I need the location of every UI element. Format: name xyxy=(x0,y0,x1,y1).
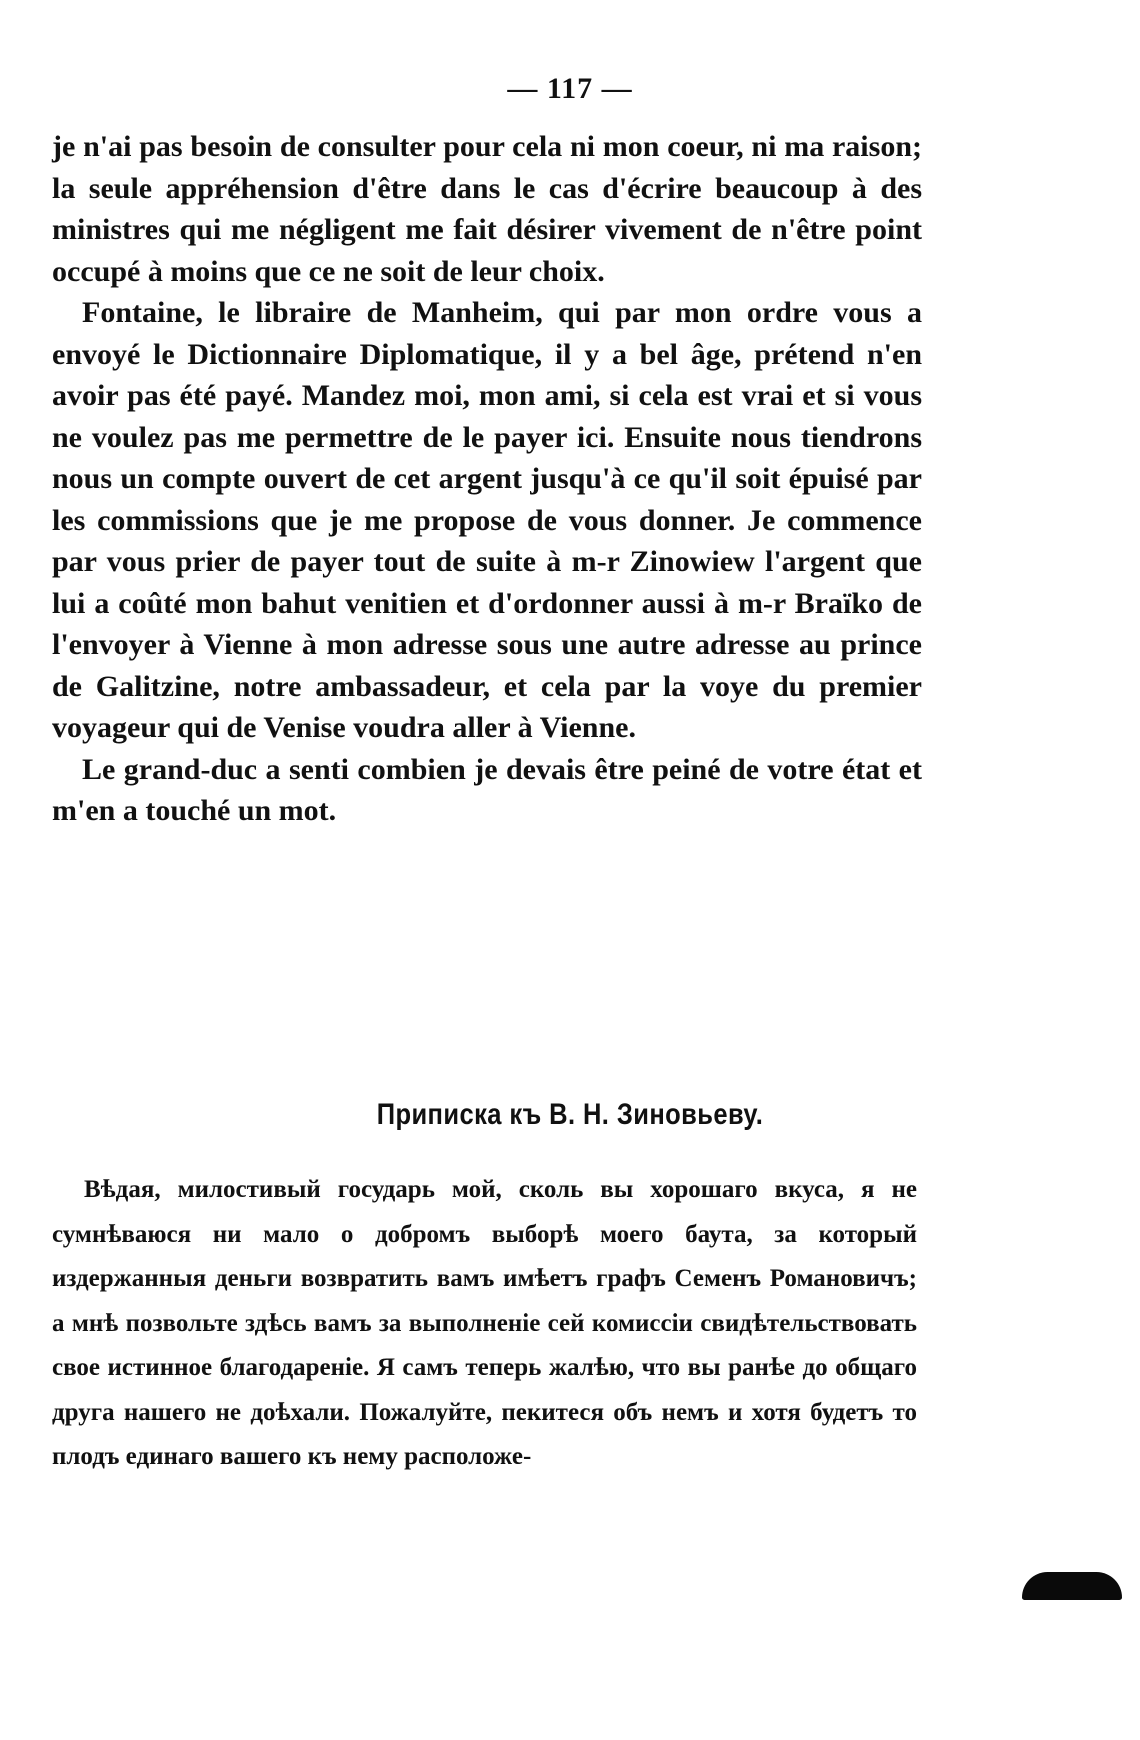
paragraph-1: je n'ai pas besoin de consulter pour cela ni mon coeur, ni ma raison; la seule appréhension d'être dans le cas d'écrire beaucoup à des ministres qui me négligent me fait désirer vivement de n'être point occupé à moins que ce ne soit de leur choix. xyxy=(52,130,922,288)
paragraph-3: Le grand-duc a senti combien je devais être peiné de votre état et m'en a touché un mot. xyxy=(52,752,922,827)
page-number: — 117 — xyxy=(507,72,633,105)
postscript-body xyxy=(52,1168,917,1480)
paragraph-2: Fontaine, le libraire de Manheim, qui par mon ordre vous a envoyé le Dictionnaire Diplomatique, il y a bel âge, prétend n'en avoir pas été payé. Mandez moi, mon ami, si cela est vrai et si vous ne voulez pas me permettre de le payer ici. Ensuite nous tiendrons nous un compte ouvert de cet argent jusqu'à ce qu'il soit épuisé par les commissions que je me propose de vous donner. Je commence par vous prier de payer tout de suite à m-r Zinowiew l'argent que lui a coûté mon bahut venitien et d'ordonner aussi à m-r Braïko de l'envoyer à Vienne à mon adresse sous une autre adresse au prince de Galitzine, notre ambassadeur, et cela par la voye du premier voyageur qui de Venise voudra aller à Vienne. xyxy=(52,296,922,744)
ink-blot-mark xyxy=(1022,1572,1122,1600)
postscript-heading: Приписка къ В. Н. Зиновьеву. xyxy=(376,1098,764,1131)
postscript-paragraph: Вѣдая, милостивый государь мой, сколь вы хорошаго вкуса, я не сумнѣваюся ни мало о добромъ выборѣ моего баута, за который издержанныя деньги возвратить вамъ имѣетъ графъ Семенъ Романовичъ; а мнѣ позвольте здѣсь вамъ за выполненіе сей комиссіи свидѣтельствовать свое истинное благодареніе. Я самъ теперь жалѣю, что вы ранѣе до общаго друга нашего не доѣхали. Пожалуйте, пекитеся объ немъ и хотя будетъ то плодъ единаго вашего къ нему расположе- xyxy=(52,1176,917,1470)
letter-body xyxy=(52,126,922,832)
